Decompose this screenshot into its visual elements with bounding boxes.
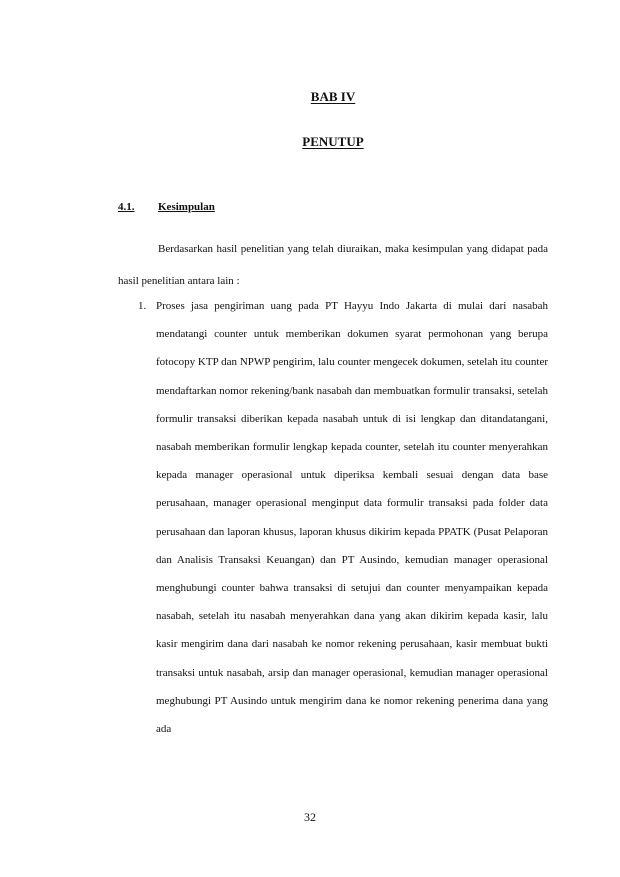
list-item-number: 1. bbox=[138, 300, 147, 312]
list-item bbox=[118, 292, 548, 743]
conclusion-list bbox=[118, 292, 548, 743]
section-title: Kesimpulan bbox=[158, 201, 215, 213]
section-number: 4.1. bbox=[118, 201, 135, 213]
list-item-text: Proses jasa pengiriman uang pada PT Hayyu Indo Jakarta di mulai dari nasabah mendatangi counter untuk memberikan dokumen syarat permohonan yang berupa fotocopy KTP dan NPWP pengirim, lalu counter mengecek dokumen, setelah itu counter mendaftarkan nomor rekening/bank nasabah dan membuatkan formulir transaksi, setelah formulir transaksi diberikan kepada nasabah untuk di isi lengkap dan ditandatangani, nasabah memberikan formulir lengkap kepada counter, setelah itu counter menyerahkan kepada manager operasional untuk diperiksa kembali sesuai dengan data base perusahaan, manager operasional menginput data formulir transaksi pada folder data perusahaan dan laporan khusus, laporan khusus dikirim kepada PPATK (Pusat Pelaporan dan Analisis Transaksi Keuangan) dan PT Ausindo, kemudian manager operasional menghubungi counter bahwa transaksi di setujui dan counter menyampaikan kepada nasabah, setelah itu nasabah menyerahkan dana yang akan dikirim kepada kasir, lalu kasir mengirim dana dari nasabah ke nomor rekening perusahaan, kasir membuat bukti transaksi untuk nasabah, arsip dan manager operasional, kemudian manager operasional meghubungi PT Ausindo untuk mengirim dana ke nomor rekening penerima dana yang ada bbox=[156, 300, 548, 736]
intro-paragraph: Berdasarkan hasil penelitian yang telah diuraikan, maka kesimpulan yang didapat pada hasil penelitian antara lain : bbox=[118, 243, 548, 287]
chapter-title: PENUTUP bbox=[302, 134, 364, 149]
chapter-number: BAB IV bbox=[310, 89, 356, 104]
section-heading bbox=[118, 201, 215, 213]
page-number: 32 bbox=[304, 810, 316, 824]
